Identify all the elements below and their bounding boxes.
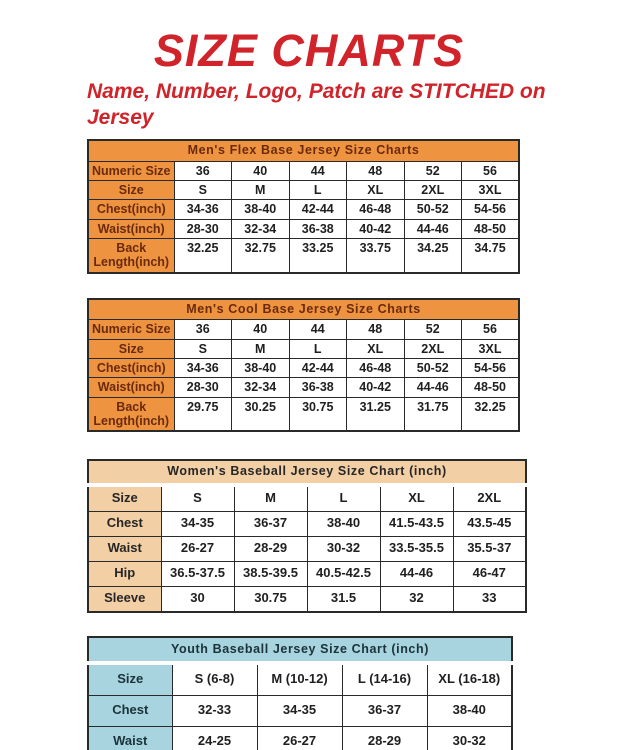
cell-value: L [307, 485, 380, 511]
cell-value: 30.75 [234, 586, 307, 611]
cell-value: XL [347, 339, 405, 358]
cell-value: 24-25 [172, 726, 257, 750]
cell-value: 46-48 [347, 358, 405, 377]
cell-value: 28-30 [174, 219, 232, 238]
cell-value: M [234, 485, 307, 511]
cell-value: 42-44 [289, 200, 347, 219]
table-title-row [88, 637, 512, 663]
table-row-mens-flex-4 [88, 239, 519, 273]
cell-value: 32 [380, 586, 453, 611]
cell-value: 36 [174, 161, 232, 180]
cell-value: 36-38 [289, 219, 347, 238]
cell-value: 36.5-37.5 [161, 561, 234, 586]
cell-value: 2XL [404, 180, 462, 199]
cell-value: 2XL [404, 339, 462, 358]
row-label: Numeric Size [88, 161, 174, 180]
cell-value: 52 [404, 320, 462, 339]
table-title-mens-cool: Men's Cool Base Jersey Size Charts [88, 299, 519, 320]
table-row-youth-2 [88, 726, 512, 750]
row-label: Chest(inch) [88, 200, 174, 219]
table-title-youth: Youth Baseball Jersey Size Chart (inch) [88, 637, 512, 663]
cell-value: 48 [347, 161, 405, 180]
cell-value: 42-44 [289, 358, 347, 377]
size-table-mens-flex [87, 139, 520, 274]
cell-value: 52 [404, 161, 462, 180]
cell-value: 33.5-35.5 [380, 536, 453, 561]
cell-value: 56 [462, 320, 520, 339]
table-row-mens-flex-1 [88, 180, 519, 199]
cell-value: 36-37 [342, 695, 427, 726]
cell-value: 33.25 [289, 239, 347, 273]
size-table-mens-cool [87, 298, 520, 433]
row-label: Numeric Size [88, 320, 174, 339]
table-row-womens-3 [88, 561, 526, 586]
size-tables-container [0, 139, 638, 750]
cell-value: 33.75 [347, 239, 405, 273]
table-title-row [88, 299, 519, 320]
table-title-womens: Women's Baseball Jersey Size Chart (inch) [88, 460, 526, 484]
cell-value: 30 [161, 586, 234, 611]
row-label: Chest(inch) [88, 358, 174, 377]
cell-value: 3XL [462, 339, 520, 358]
cell-value: 32-34 [232, 219, 290, 238]
cell-value: 36-37 [234, 511, 307, 536]
cell-value: L (14-16) [342, 663, 427, 695]
cell-value: 33 [453, 586, 526, 611]
cell-value: S [161, 485, 234, 511]
table-row-mens-cool-1 [88, 339, 519, 358]
cell-value: S [174, 339, 232, 358]
cell-value: 30.25 [232, 397, 290, 431]
cell-value: 44-46 [404, 219, 462, 238]
cell-value: 28-29 [342, 726, 427, 750]
table-row-womens-2 [88, 536, 526, 561]
cell-value: 38-40 [307, 511, 380, 536]
cell-value: 31.75 [404, 397, 462, 431]
cell-value: 54-56 [462, 358, 520, 377]
cell-value: 44-46 [380, 561, 453, 586]
cell-value: 38-40 [232, 358, 290, 377]
cell-value: L [289, 180, 347, 199]
cell-value: 34-36 [174, 358, 232, 377]
cell-value: 34-36 [174, 200, 232, 219]
cell-value: 48 [347, 320, 405, 339]
cell-value: L [289, 339, 347, 358]
table-title-row [88, 460, 526, 484]
page-title: SIZE CHARTS [153, 25, 465, 76]
cell-value: 36 [174, 320, 232, 339]
table-row-mens-flex-3 [88, 219, 519, 238]
cell-value: 2XL [453, 485, 526, 511]
size-table-youth [87, 636, 513, 750]
cell-value: M (10-12) [257, 663, 342, 695]
table-row-youth-1 [88, 695, 512, 726]
cell-value: 30-32 [427, 726, 512, 750]
row-label: Chest [88, 695, 172, 726]
row-label: Back Length(inch) [88, 239, 174, 273]
table-row-mens-cool-2 [88, 358, 519, 377]
table-row-womens-4 [88, 586, 526, 611]
cell-value: 32-34 [232, 378, 290, 397]
stitched-note: Name, Number, Logo, Patch are STITCHED on Jersey [87, 80, 546, 129]
cell-value: 34.75 [462, 239, 520, 273]
cell-value: 31.5 [307, 586, 380, 611]
cell-value: 43.5-45 [453, 511, 526, 536]
cell-value: 28-30 [174, 378, 232, 397]
cell-value: 28-29 [234, 536, 307, 561]
row-label: Hip [88, 561, 161, 586]
cell-value: 34-35 [257, 695, 342, 726]
table-row-mens-cool-0 [88, 320, 519, 339]
table-title-mens-flex: Men's Flex Base Jersey Size Charts [88, 140, 519, 161]
table-row-womens-0 [88, 485, 526, 511]
cell-value: 35.5-37 [453, 536, 526, 561]
cell-value: M [232, 180, 290, 199]
cell-value: 40-42 [347, 219, 405, 238]
size-table-womens [87, 459, 527, 612]
cell-value: 31.25 [347, 397, 405, 431]
cell-value: 50-52 [404, 358, 462, 377]
cell-value: 40 [232, 161, 290, 180]
cell-value: 40.5-42.5 [307, 561, 380, 586]
cell-value: 56 [462, 161, 520, 180]
table-row-mens-flex-0 [88, 161, 519, 180]
cell-value: 26-27 [257, 726, 342, 750]
cell-value: 30.75 [289, 397, 347, 431]
cell-value: 44-46 [404, 378, 462, 397]
cell-value: 40-42 [347, 378, 405, 397]
row-label: Size [88, 485, 161, 511]
cell-value: 44 [289, 161, 347, 180]
cell-value: XL [347, 180, 405, 199]
cell-value: 48-50 [462, 219, 520, 238]
row-label: Waist [88, 726, 172, 750]
row-label: Size [88, 180, 174, 199]
row-label: Chest [88, 511, 161, 536]
cell-value: 50-52 [404, 200, 462, 219]
table-row-mens-flex-2 [88, 200, 519, 219]
cell-value: XL (16-18) [427, 663, 512, 695]
cell-value: 48-50 [462, 378, 520, 397]
cell-value: 46-47 [453, 561, 526, 586]
cell-value: 34-35 [161, 511, 234, 536]
cell-value: XL [380, 485, 453, 511]
cell-value: 32.75 [232, 239, 290, 273]
cell-value: 41.5-43.5 [380, 511, 453, 536]
cell-value: 38.5-39.5 [234, 561, 307, 586]
row-label: Waist [88, 536, 161, 561]
cell-value: M [232, 339, 290, 358]
row-label: Back Length(inch) [88, 397, 174, 431]
cell-value: 44 [289, 320, 347, 339]
cell-value: 32-33 [172, 695, 257, 726]
row-label: Sleeve [88, 586, 161, 611]
cell-value: S (6-8) [172, 663, 257, 695]
cell-value: 38-40 [427, 695, 512, 726]
table-row-mens-cool-3 [88, 378, 519, 397]
cell-value: 54-56 [462, 200, 520, 219]
cell-value: 38-40 [232, 200, 290, 219]
cell-value: 26-27 [161, 536, 234, 561]
cell-value: S [174, 180, 232, 199]
table-title-row [88, 140, 519, 161]
cell-value: 36-38 [289, 378, 347, 397]
row-label: Size [88, 339, 174, 358]
row-label: Size [88, 663, 172, 695]
cell-value: 34.25 [404, 239, 462, 273]
cell-value: 3XL [462, 180, 520, 199]
table-row-mens-cool-4 [88, 397, 519, 431]
cell-value: 32.25 [174, 239, 232, 273]
cell-value: 30-32 [307, 536, 380, 561]
row-label: Waist(inch) [88, 378, 174, 397]
cell-value: 40 [232, 320, 290, 339]
cell-value: 29.75 [174, 397, 232, 431]
table-row-youth-0 [88, 663, 512, 695]
cell-value: 32.25 [462, 397, 520, 431]
table-row-womens-1 [88, 511, 526, 536]
cell-value: 46-48 [347, 200, 405, 219]
row-label: Waist(inch) [88, 219, 174, 238]
